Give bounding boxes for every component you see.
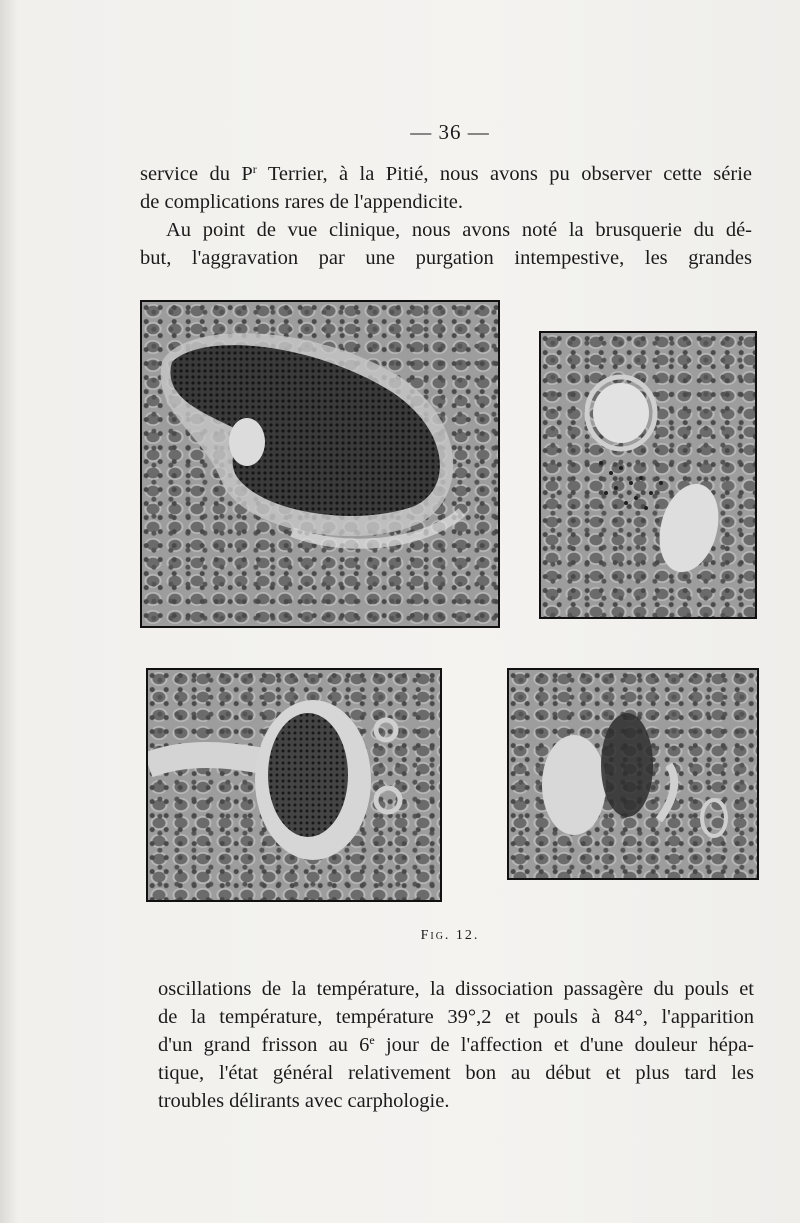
micrograph-top-left — [140, 300, 500, 628]
text-line: de la température, température 39°,2 et pouls à 84°, l'apparition — [158, 1006, 754, 1028]
text-line: tique, l'état général relativement bon au début et plus tard les — [158, 1062, 754, 1084]
text-line: Au point de vue clinique, nous avons noté la brusquerie du dé- — [166, 219, 752, 241]
text-line: de complications rares de l'appendicite. — [140, 191, 464, 213]
paragraph-top — [140, 160, 752, 272]
micrograph-bottom-right-drawing — [509, 670, 757, 878]
page-number: — 36 — — [410, 120, 490, 144]
text-line: but, l'aggravation par une purgation intempestive, les grandes — [140, 247, 752, 269]
text-line: service du $P^r$ Terrier, à la Pitié, nous avons pu observer cette série — [140, 162, 752, 185]
micrograph-top-right-drawing — [541, 333, 755, 617]
paragraph-bottom — [158, 975, 754, 1115]
micrograph-bottom-left — [146, 668, 442, 902]
micrograph-top-right — [539, 331, 757, 619]
micrograph-bottom-left-drawing — [148, 670, 440, 900]
text-line: troubles délirants avec carphologie. — [158, 1090, 450, 1112]
text-line: oscillations de la température, la dissociation passagère du pouls et — [158, 978, 754, 1000]
micrograph-bottom-right — [507, 668, 759, 880]
text-line: d'un grand frisson au 6e jour de l'affection et d'une douleur hépa- — [158, 1033, 754, 1056]
micrograph-top-left-drawing — [142, 302, 498, 626]
figure-caption: Fig. 12. — [420, 928, 480, 943]
